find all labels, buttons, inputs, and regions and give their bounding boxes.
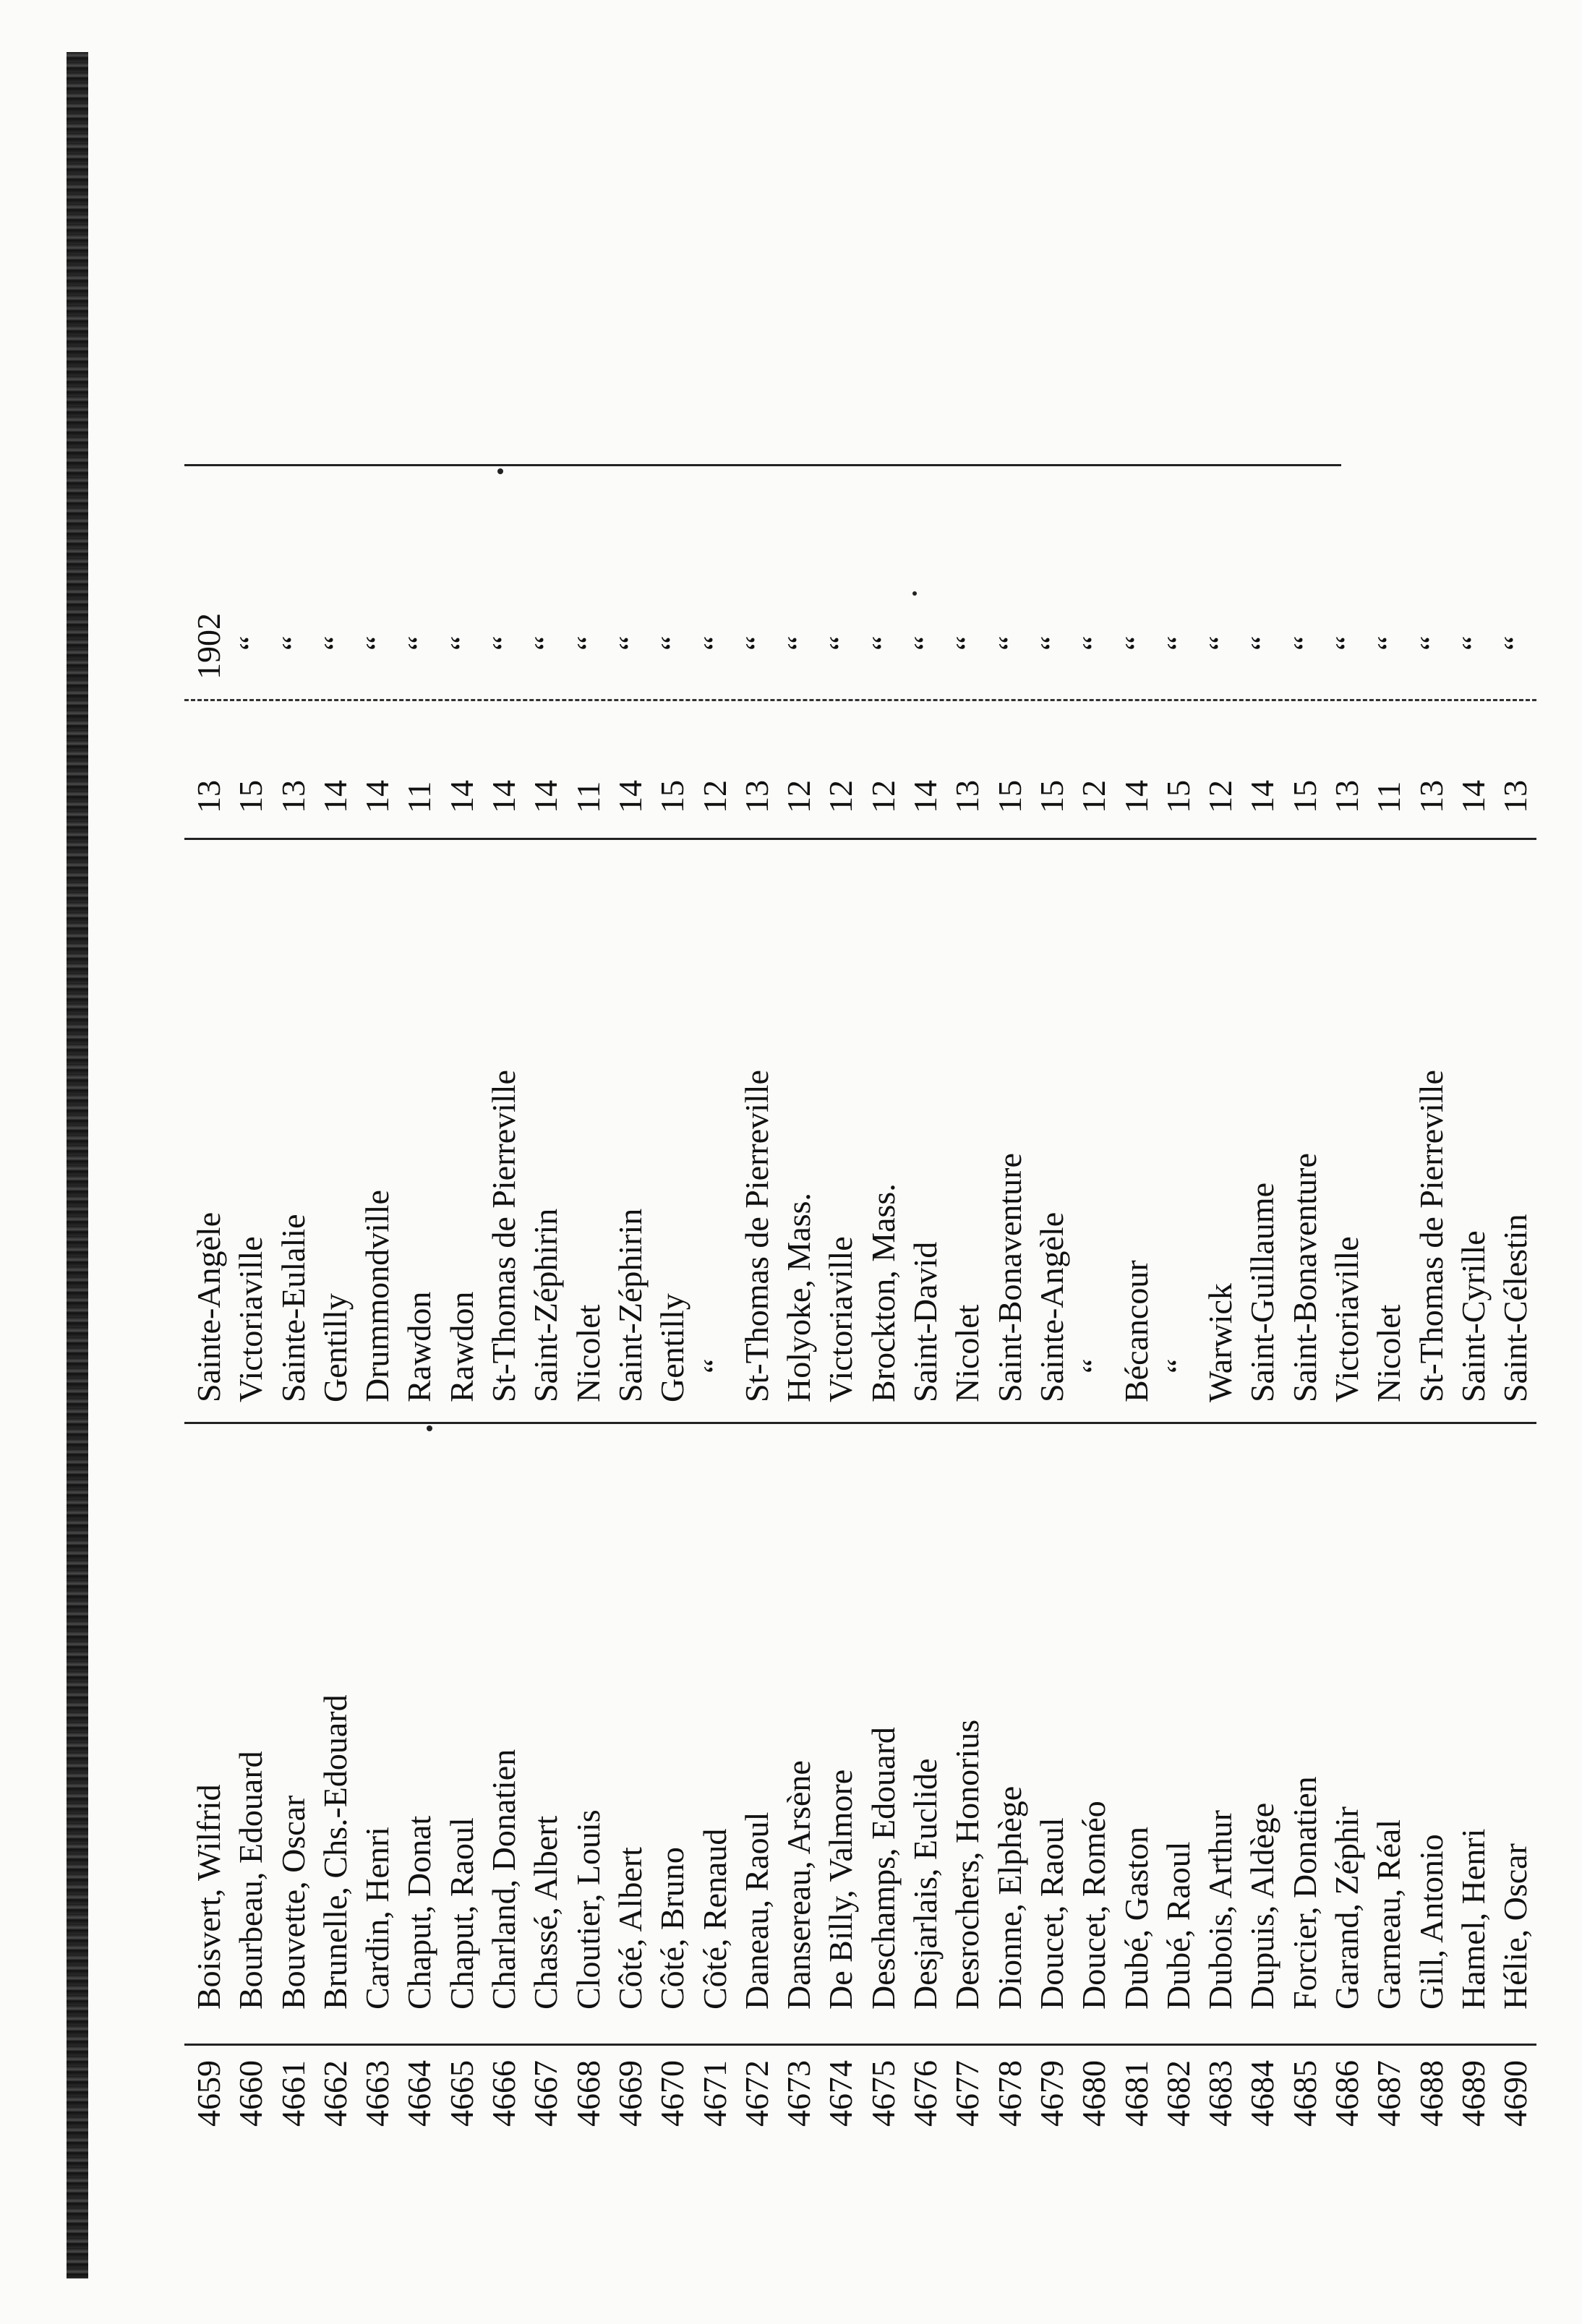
pupil-age: 14 (1454, 780, 1492, 813)
pupil-age: 13 (1497, 780, 1534, 813)
pupil-name: Côté, Bruno (654, 1847, 691, 2010)
entry-year: “ (696, 635, 733, 651)
pupil-age: 12 (864, 780, 902, 813)
pupil-name: Boisvert, Wilfrid (190, 1784, 227, 2010)
pupil-age: 14 (527, 780, 565, 813)
pupil-age: 12 (1075, 780, 1113, 813)
home-town: Sainte-Eulalie (274, 1214, 312, 1402)
entry-number: 4674 (822, 2060, 860, 2127)
home-town: Brockton, Mass. (864, 1183, 902, 1402)
entry-year: “ (1412, 635, 1450, 651)
home-town: Saint-Zéphirin (527, 1208, 565, 1402)
home-town: Gentilly (654, 1293, 691, 1402)
home-town: Saint-David (907, 1241, 944, 1402)
entry-number: 4677 (949, 2060, 986, 2127)
pupil-name: Dansereau, Arsène (780, 1760, 818, 2010)
pupil-age: 12 (780, 780, 818, 813)
entry-year: “ (949, 635, 986, 651)
home-town: Victoriaville (1328, 1236, 1366, 1402)
pupil-age: 14 (1244, 780, 1281, 813)
entry-year: “ (991, 635, 1028, 651)
home-town: Victoriaville (232, 1236, 270, 1402)
pupil-name: Chaput, Donat (401, 1815, 438, 2010)
pupil-age: 12 (696, 780, 733, 813)
entry-number: 4670 (654, 2060, 691, 2127)
home-town: Saint-Cyrille (1454, 1230, 1492, 1402)
pupil-age: 15 (991, 780, 1028, 813)
age-column (188, 726, 1537, 813)
home-town: Rawdon (442, 1291, 480, 1402)
entry-number: 4679 (1032, 2060, 1070, 2127)
entry-number: 4690 (1497, 2060, 1534, 2127)
home-town: Nicolet (1370, 1304, 1408, 1402)
home-town: Rawdon (401, 1291, 438, 1402)
entry-year: “ (232, 635, 270, 651)
pupil-name: Cardin, Henri (359, 1827, 396, 2010)
entry-year: “ (485, 635, 523, 651)
entry-number: 4672 (737, 2060, 775, 2127)
pupil-name: Forcier, Donatien (1286, 1776, 1323, 2010)
entry-year: “ (1370, 635, 1408, 651)
entry-year: “ (1032, 635, 1070, 651)
entry-number: 4665 (442, 2060, 480, 2127)
pupil-name: Garand, Zéphir (1328, 1806, 1366, 2010)
entry-year: “ (1497, 635, 1534, 651)
home-town: Saint-Bonaventure (991, 1153, 1028, 1402)
entry-year: “ (1075, 635, 1113, 651)
pupil-name: Bourbeau, Edouard (232, 1751, 270, 2010)
pupil-name: Desrochers, Honorius (949, 1719, 986, 2010)
entry-number: 4660 (232, 2060, 270, 2127)
entry-number: 4688 (1412, 2060, 1450, 2127)
pupil-age: 11 (1370, 781, 1408, 813)
pupil-name: Daneau, Raoul (737, 1811, 775, 2010)
entry-year: “ (737, 635, 775, 651)
pupil-age: 12 (1202, 780, 1239, 813)
entry-number: 4680 (1075, 2060, 1113, 2127)
home-town: Sainte-Angèle (190, 1212, 227, 1402)
entry-number: 4669 (611, 2060, 649, 2127)
entry-year: “ (569, 635, 607, 651)
entry-year: “ (316, 635, 354, 651)
column-rule (184, 699, 1536, 701)
home-town: Saint-Bonaventure (1286, 1153, 1323, 1402)
entry-year: “ (780, 635, 818, 651)
entry-number: 4683 (1202, 2060, 1239, 2127)
pupil-name: Hamel, Henri (1454, 1828, 1492, 2010)
entry-number: 4673 (780, 2060, 818, 2127)
home-town: Nicolet (569, 1304, 607, 1402)
pupil-age: 15 (1286, 780, 1323, 813)
entry-year: “ (1286, 635, 1323, 651)
pupil-age: 14 (485, 780, 523, 813)
entry-year: “ (1117, 635, 1155, 651)
pupil-age: 14 (316, 780, 354, 813)
pupil-name: Doucet, Roméo (1075, 1801, 1113, 2010)
pupil-age: 13 (1328, 780, 1366, 813)
home-town: Drummondville (359, 1190, 396, 1402)
entry-number: 4681 (1117, 2060, 1155, 2127)
entry-year: “ (1328, 635, 1366, 651)
home-town: Victoriaville (822, 1236, 860, 1402)
entry-number: 4659 (190, 2060, 227, 2127)
pupil-age: 15 (1159, 780, 1197, 813)
entry-year: “ (527, 635, 565, 651)
pupil-name: Gill, Antonio (1412, 1834, 1450, 2010)
pupil-name: Brunelle, Chs.-Edouard (316, 1694, 354, 2010)
home-town: Nicolet (949, 1304, 986, 1402)
pupil-name: Dubé, Raoul (1159, 1841, 1197, 2010)
home-town: St-Thomas de Pierreville (485, 1070, 523, 1402)
pupil-age: 13 (737, 780, 775, 813)
home-town: Bécancour (1117, 1260, 1155, 1402)
column-rule (184, 838, 1536, 840)
pupil-name: Garneau, Réal (1370, 1819, 1408, 2010)
entry-year: “ (822, 635, 860, 651)
pupil-age: 14 (1117, 780, 1155, 813)
page-binding-edge (67, 52, 88, 2278)
entry-year: “ (442, 635, 480, 651)
entry-number: 4689 (1454, 2060, 1492, 2127)
home-town: Warwick (1202, 1283, 1239, 1402)
pupil-name: Cloutier, Louis (569, 1809, 607, 2010)
entry-number: 4668 (569, 2060, 607, 2127)
entry-number: 4687 (1370, 2060, 1408, 2127)
entry-number: 4667 (527, 2060, 565, 2127)
entry-year: “ (1159, 635, 1197, 651)
pupil-age: 13 (190, 780, 227, 813)
home-town: Gentilly (316, 1293, 354, 1402)
pupil-age: 14 (359, 780, 396, 813)
pupil-name: Desjarlais, Euclide (907, 1758, 944, 2010)
entry-number: 4662 (316, 2060, 354, 2127)
column-rule (184, 464, 1341, 466)
home-town: “ (1075, 1358, 1113, 1373)
entry-number: 4682 (1159, 2060, 1197, 2127)
entry-number: 4661 (274, 2060, 312, 2127)
entry-year: “ (401, 635, 438, 651)
pupil-age: 13 (1412, 780, 1450, 813)
number-column (188, 2060, 1537, 2226)
entry-year: “ (359, 635, 396, 651)
home-town: Saint-Guillaume (1244, 1182, 1281, 1402)
home-town: Saint-Zéphirin (611, 1208, 649, 1402)
pupil-name: Dubé, Gaston (1117, 1827, 1155, 2010)
pupil-name: De Billy, Valmore (822, 1769, 860, 2010)
entry-number: 4684 (1244, 2060, 1281, 2127)
entry-year: “ (1454, 635, 1492, 651)
entry-number: 4664 (401, 2060, 438, 2127)
entry-number: 4686 (1328, 2060, 1366, 2127)
pupil-age: 13 (949, 780, 986, 813)
entry-year: “ (1202, 635, 1239, 651)
pupil-age: 15 (232, 780, 270, 813)
pupil-age: 14 (611, 780, 649, 813)
pupil-age: 15 (1032, 780, 1070, 813)
home-town: “ (696, 1358, 733, 1373)
pupil-name: Dupuis, Aldège (1244, 1802, 1281, 2010)
entry-number: 4675 (864, 2060, 902, 2127)
pupil-name: Dionne, Elphège (991, 1785, 1028, 2010)
pupil-age: 11 (401, 781, 438, 813)
pupil-name: Dubois, Arthur (1202, 1810, 1239, 2010)
pupil-age: 14 (442, 780, 480, 813)
home-town: St-Thomas de Pierreville (737, 1070, 775, 1402)
entry-year: 1902 (190, 613, 227, 679)
entry-number: 4685 (1286, 2060, 1323, 2127)
pupil-name: Bouvette, Oscar (274, 1795, 312, 2010)
pupil-age: 12 (822, 780, 860, 813)
pupil-name: Chaput, Raoul (442, 1817, 480, 2010)
home-town: St-Thomas de Pierreville (1412, 1070, 1450, 1402)
pupil-name: Doucet, Raoul (1032, 1817, 1070, 2010)
entry-number: 4671 (696, 2060, 733, 2127)
entry-number: 4663 (359, 2060, 396, 2127)
entry-year: “ (611, 635, 649, 651)
entry-year: “ (274, 635, 312, 651)
entry-year: “ (864, 635, 902, 651)
entry-number: 4678 (991, 2060, 1028, 2127)
home-town: “ (1159, 1358, 1197, 1373)
entry-year: “ (654, 635, 691, 651)
pupil-age: 11 (569, 781, 607, 813)
place-column (188, 846, 1537, 1402)
pupil-name: Charland, Donatien (485, 1749, 523, 2010)
entry-year: “ (1244, 635, 1281, 651)
pupil-name: Côté, Renaud (696, 1828, 733, 2010)
year-column (188, 528, 1537, 679)
pupil-name: Deschamps, Edouard (864, 1727, 902, 2010)
home-town: Sainte-Angèle (1032, 1212, 1070, 1402)
pupil-age: 14 (907, 780, 944, 813)
pupil-age: 15 (654, 780, 691, 813)
column-rule (184, 2044, 1536, 2046)
register-table (130, 94, 1534, 2226)
home-town: Holyoke, Mass. (780, 1192, 818, 1402)
pupil-name: Chassé, Albert (527, 1815, 565, 2010)
home-town: Saint-Célestin (1497, 1214, 1534, 1402)
entry-number: 4676 (907, 2060, 944, 2127)
pupil-name: Hélie, Oscar (1497, 1843, 1534, 2010)
entry-number: 4666 (485, 2060, 523, 2127)
pupil-age: 13 (274, 780, 312, 813)
entry-year: “ (907, 635, 944, 651)
pupil-name: Côté, Albert (611, 1847, 649, 2010)
